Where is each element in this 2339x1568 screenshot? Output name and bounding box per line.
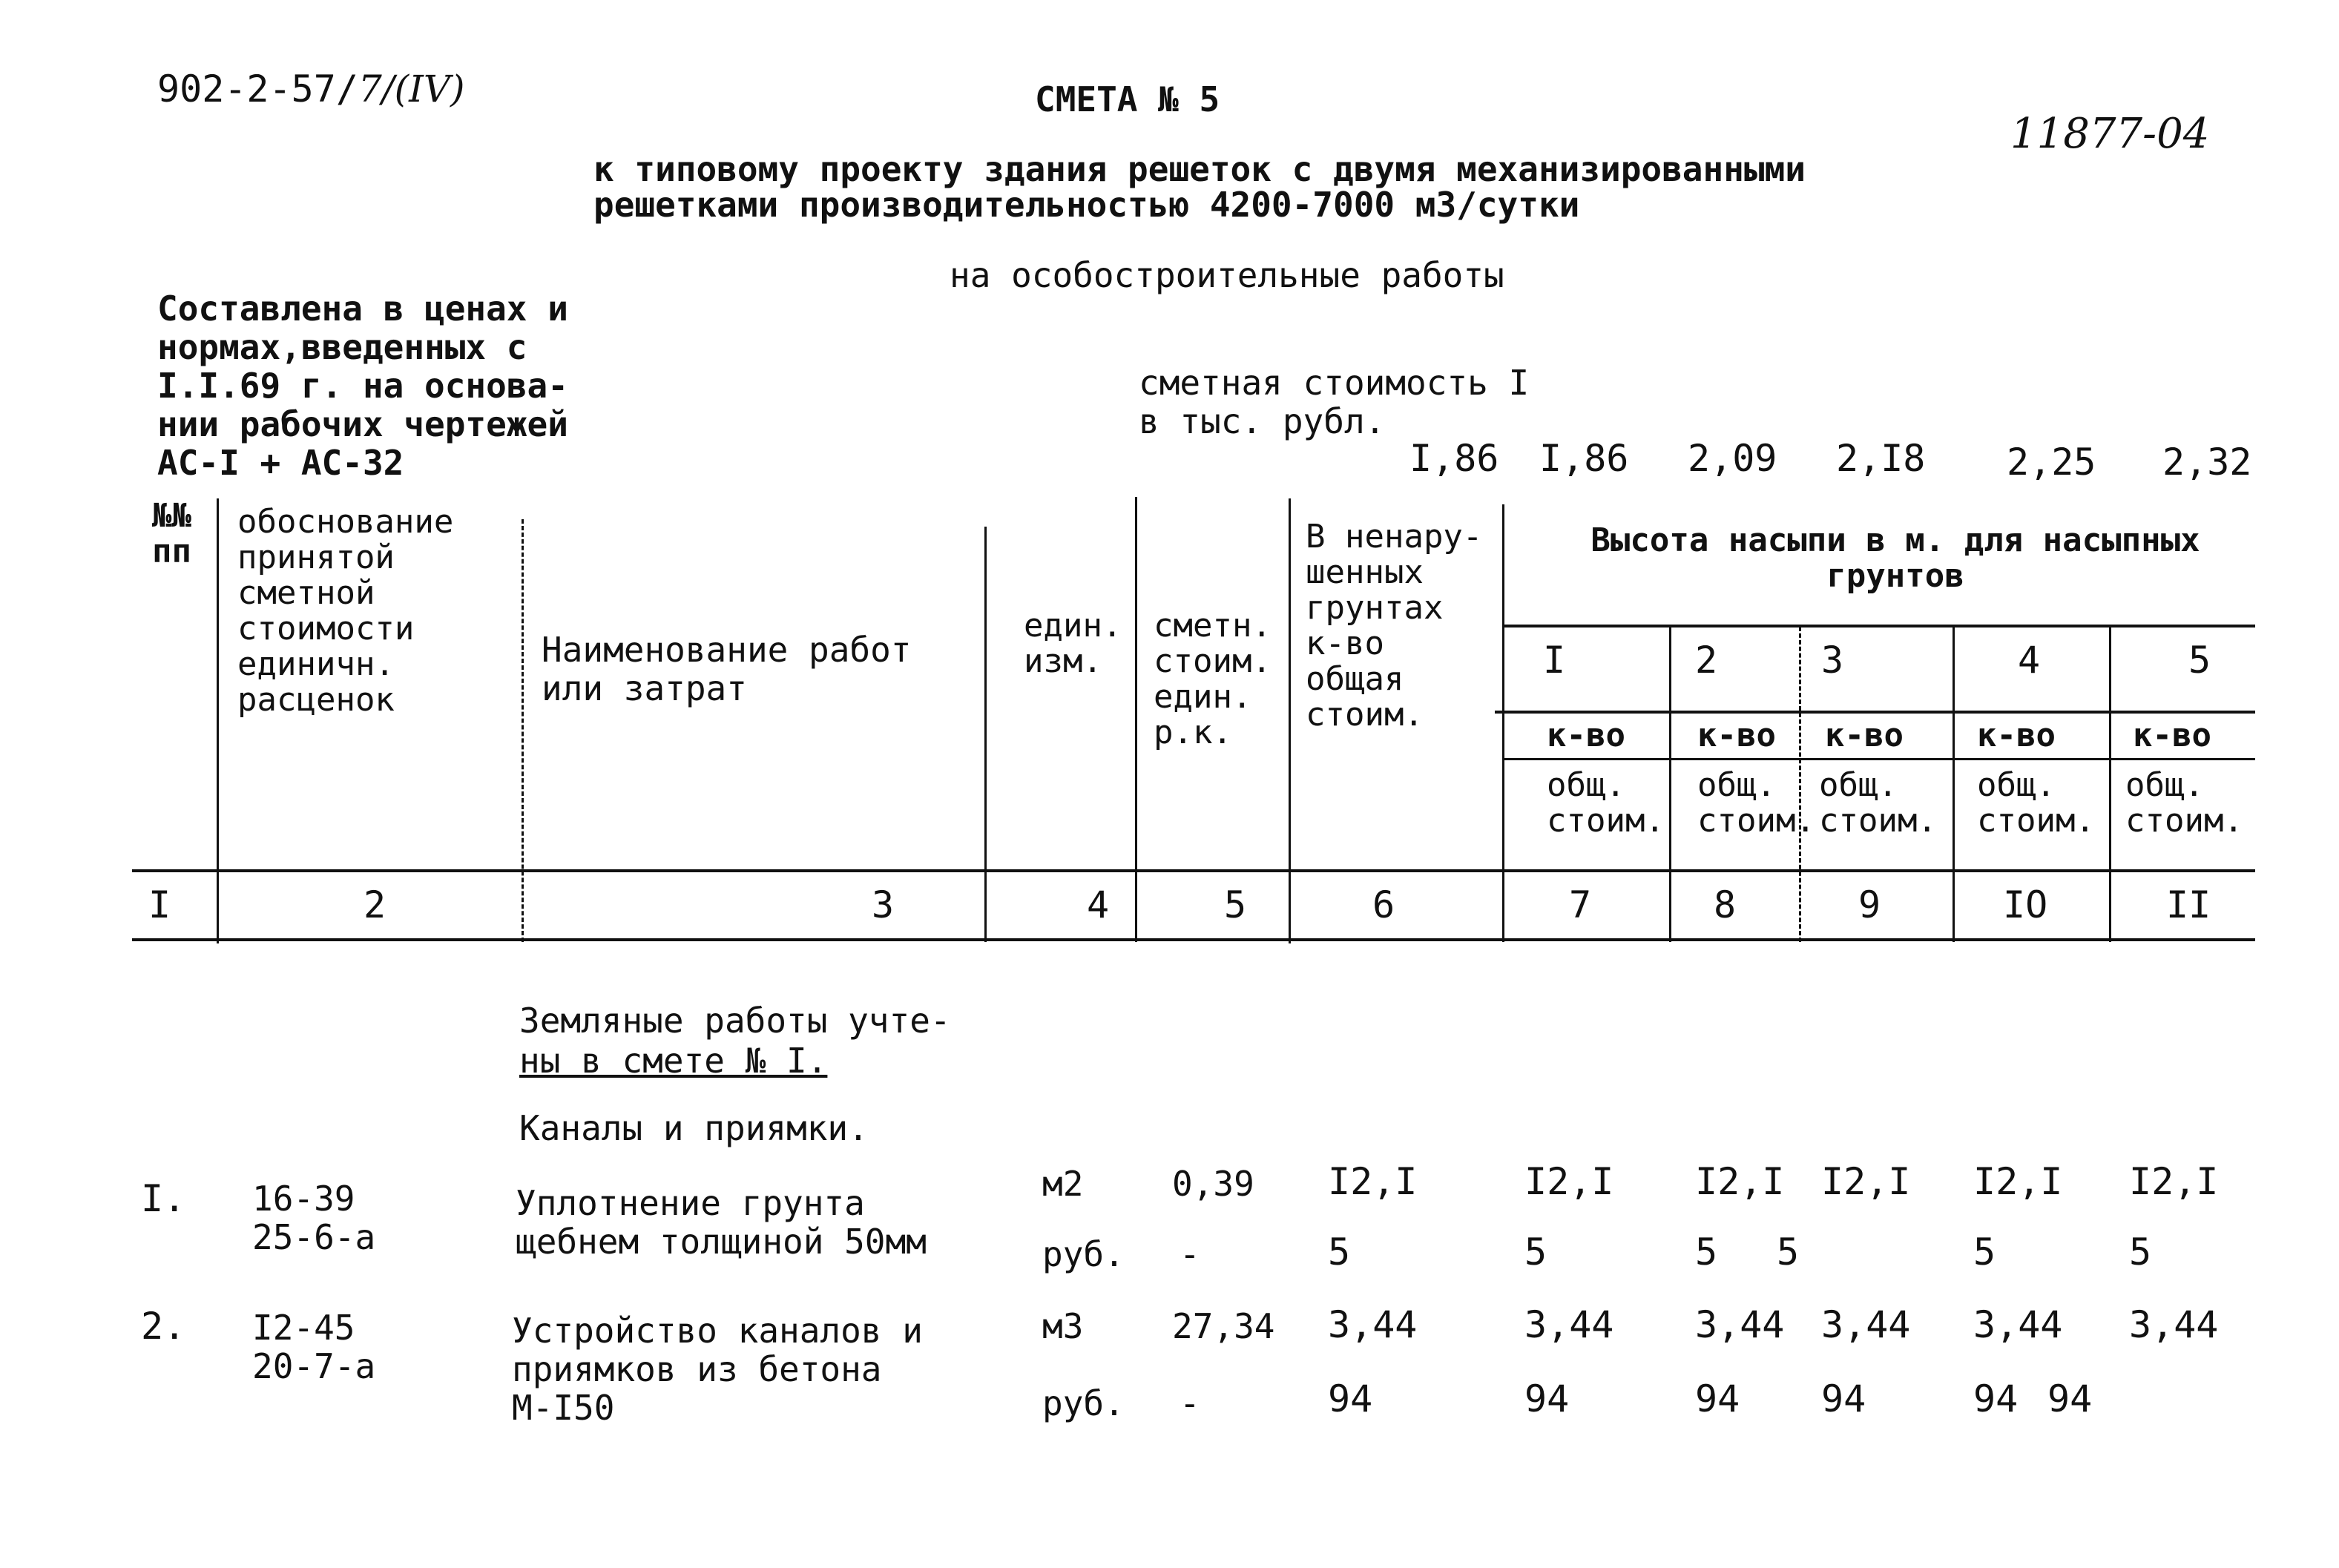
grid-line [984, 527, 987, 942]
header-total-5: общ. стоим. [2125, 766, 2243, 840]
row-1-unit: м2 [1042, 1164, 1084, 1204]
grid-line [217, 498, 219, 943]
column-number-11: II [2166, 883, 2211, 926]
grid-line [1289, 498, 1291, 943]
row-1-cost-6: 5 [2129, 1231, 2152, 1274]
header-qty-1: к-во [1547, 717, 1625, 754]
row-2-qty-6: 3,44 [2129, 1303, 2219, 1346]
grid-line [1135, 497, 1137, 942]
header-height-1: I [1543, 639, 1566, 682]
row-2-qty-5: 3,44 [1973, 1303, 2063, 1346]
cost-value-6: 2,32 [2162, 441, 2252, 484]
header-fill-height: Высота насыпи в м. для насыпных грунтов [1590, 521, 2200, 595]
grid-line [132, 869, 2255, 872]
header-total-2: общ. стоим. [1697, 766, 1815, 840]
cost-value-5: 2,25 [2007, 441, 2096, 484]
header-total-3: общ. стоим. [1819, 766, 1937, 840]
row-1-qty-3: I2,I [1695, 1160, 1785, 1203]
column-number-2: 2 [363, 883, 386, 926]
inventory-number: 11877-04 [2010, 110, 2210, 158]
column-number-1: I [148, 883, 171, 926]
earthwork-note-line-2: ны в смете № I. [519, 1041, 828, 1081]
row-1-qty-5: I2,I [1973, 1160, 2063, 1203]
row-1-cost-1: 5 [1328, 1231, 1351, 1274]
header-height-5: 5 [2188, 639, 2211, 682]
grid-line [1495, 711, 2255, 714]
grid-line [132, 938, 2255, 941]
subtitle-line-1: к типовому проекту здания решеток с двумя механизированными [593, 149, 1806, 189]
row-1-qty-1: I2,I [1328, 1160, 1418, 1203]
document-code [157, 68, 464, 110]
column-number-3: 3 [872, 883, 895, 926]
cost-label: сметная стоимость I в тыс. рубл. [1139, 363, 1530, 441]
grid-line [522, 519, 524, 942]
row-2-qty-1: 3,44 [1328, 1303, 1418, 1346]
cost-value-1: I,86 [1409, 437, 1499, 480]
row-1-unit-cost: 0,39 [1172, 1164, 1254, 1204]
column-number-10: IO [2003, 883, 2048, 926]
row-2-unit-currency: руб. [1042, 1383, 1125, 1423]
cost-value-2: I,86 [1539, 437, 1629, 480]
row-2-cost-5: 94 [1973, 1377, 2019, 1420]
header-height-4: 4 [2018, 639, 2041, 682]
row-2-cost-4: 94 [1821, 1377, 1866, 1420]
header-unit-cost: сметн. стоим. един. р.к. [1154, 607, 1272, 751]
row-2-cost-1: 94 [1328, 1377, 1373, 1420]
document-code-handwritten: 7/(IV) [358, 67, 465, 111]
row-2-name: Устройство каналов и приямков из бетона М-I50 [512, 1311, 923, 1428]
row-1-unit-cost-currency: - [1180, 1234, 1200, 1274]
grid-line [1502, 625, 2255, 627]
row-2-cost-3: 94 [1695, 1377, 1740, 1420]
subtitle-line-2: решетками производительностью 4200-7000 м3/сутки [593, 185, 1580, 225]
row-1-num: I. [141, 1177, 186, 1220]
row-1-name: Уплотнение грунта щебнем толщиной 50мм [516, 1183, 927, 1262]
row-2-basis: I2-45 20-7-а [252, 1308, 376, 1386]
row-2-cost-6: 94 [2047, 1377, 2093, 1420]
header-height-3: 3 [1821, 639, 1844, 682]
header-unit: един. изм. [1024, 607, 1122, 680]
row-2-qty-2: 3,44 [1524, 1303, 1614, 1346]
row-1-cost-4: 5 [1777, 1231, 1800, 1274]
column-number-9: 9 [1858, 883, 1881, 926]
grid-line [2109, 627, 2111, 942]
row-1-qty-2: I2,I [1524, 1160, 1614, 1203]
section-title: Каналы и приямки. [519, 1108, 869, 1148]
row-1-qty-4: I2,I [1821, 1160, 1911, 1203]
work-type: на особостроительные работы [950, 255, 1504, 295]
row-2-qty-4: 3,44 [1821, 1303, 1911, 1346]
header-total-4: общ. стоим. [1977, 766, 2095, 840]
column-number-6: 6 [1372, 883, 1395, 926]
header-qty-4: к-во [1977, 717, 2056, 754]
header-basis: обоснование принятой сметной стоимости единичн. расценок [237, 503, 454, 719]
column-number-5: 5 [1224, 883, 1247, 926]
header-work-name: Наименование работ или затрат [542, 630, 912, 708]
grid-line [1502, 504, 1504, 942]
row-2-qty-3: 3,44 [1695, 1303, 1785, 1346]
row-2-unit: м3 [1042, 1306, 1084, 1346]
grid-line [1953, 627, 1955, 942]
document-code-printed: 902-2-57/ [157, 67, 358, 111]
row-1-qty-6: I2,I [2129, 1160, 2219, 1203]
row-2-num: 2. [141, 1305, 186, 1348]
header-num: №№ пп [152, 497, 191, 570]
header-qty-3: к-во [1825, 717, 1904, 754]
header-qty-5: к-во [2133, 717, 2211, 754]
grid-line [1502, 758, 2255, 760]
grid-line [1669, 627, 1671, 942]
document-title: СМЕТА № 5 [1035, 79, 1220, 119]
earthwork-note-line-1: Земляные работы учте- [519, 1001, 951, 1041]
column-number-4: 4 [1087, 883, 1110, 926]
row-2-unit-cost: 27,34 [1172, 1306, 1275, 1346]
header-total-1: общ. стоим. [1547, 766, 1665, 840]
cost-value-4: 2,I8 [1836, 437, 1926, 480]
row-1-cost-5: 5 [1973, 1231, 1996, 1274]
row-2-unit-cost-currency: - [1180, 1383, 1200, 1423]
row-1-cost-3: 5 [1695, 1231, 1718, 1274]
column-number-7: 7 [1569, 883, 1592, 926]
row-2-cost-2: 94 [1524, 1377, 1570, 1420]
prices-note: Составлена в ценах и нормах,введенных с I.I.69 г. на основа- нии рабочих чертежей АС-I + АС-32 [157, 289, 568, 483]
row-1-cost-2: 5 [1524, 1231, 1547, 1274]
header-height-2: 2 [1695, 639, 1718, 682]
row-1-unit-currency: руб. [1042, 1234, 1125, 1274]
header-undisturbed: В ненару- шенных грунтах к-во общая стоим. [1306, 518, 1483, 734]
row-1-basis: 16-39 25-6-а [252, 1179, 376, 1257]
header-qty-2: к-во [1697, 717, 1776, 754]
column-number-8: 8 [1714, 883, 1737, 926]
cost-value-3: 2,09 [1688, 437, 1777, 480]
